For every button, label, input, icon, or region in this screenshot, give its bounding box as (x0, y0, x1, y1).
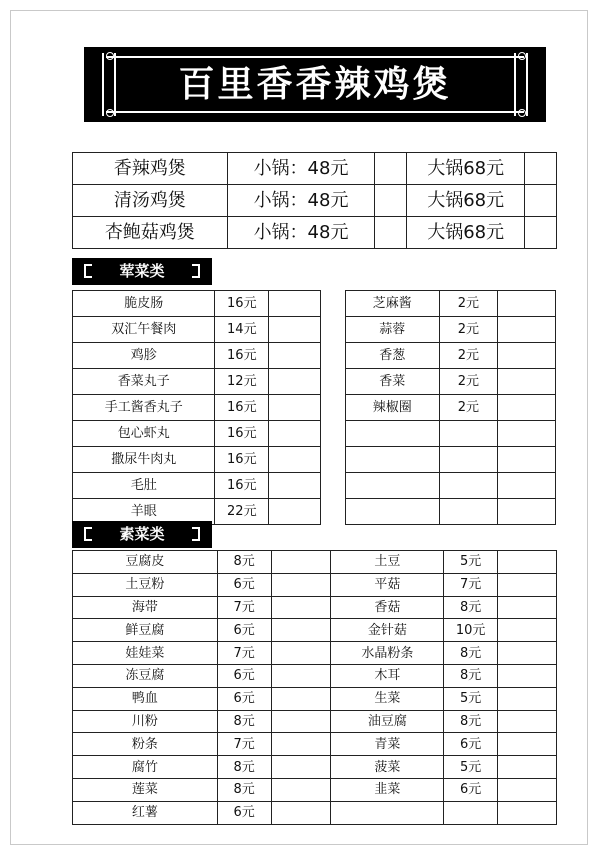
blank-cell (498, 343, 556, 369)
item-name: 辣椒圈 (346, 395, 440, 421)
item-price: 16元 (215, 473, 269, 499)
item-name: 木耳 (331, 664, 444, 687)
table-row (73, 317, 321, 343)
item-name: 鲜豆腐 (73, 619, 218, 642)
blank-cell (271, 710, 331, 733)
item-price: 2元 (439, 317, 498, 343)
table-row (73, 801, 557, 824)
veg-section-label (72, 521, 212, 548)
item-price: 7元 (217, 733, 271, 756)
table-row (73, 778, 557, 801)
item-price (439, 499, 498, 525)
table-row (73, 551, 557, 574)
item-price: 2元 (439, 395, 498, 421)
page-title: 百里香香辣鸡煲 (178, 64, 452, 105)
table-row (73, 710, 557, 733)
blank-cell (271, 596, 331, 619)
item-price: 8元 (444, 710, 498, 733)
table-row (73, 369, 321, 395)
blank-cell (269, 447, 321, 473)
table-row (346, 447, 556, 473)
table-row (346, 317, 556, 343)
item-price: 22元 (215, 499, 269, 525)
table-row (346, 343, 556, 369)
blank-cell (271, 687, 331, 710)
item-price: 8元 (217, 551, 271, 574)
blank-cell (269, 317, 321, 343)
blank-cell (375, 185, 407, 217)
table-row (73, 664, 557, 687)
item-price: 16元 (215, 421, 269, 447)
item-price: 16元 (215, 447, 269, 473)
blank-cell (498, 573, 557, 596)
item-price: 6元 (217, 619, 271, 642)
item-name: 韭菜 (331, 778, 444, 801)
item-name: 金针菇 (331, 619, 444, 642)
item-price: 6元 (217, 573, 271, 596)
item-name: 平菇 (331, 573, 444, 596)
item-name: 菠菜 (331, 756, 444, 779)
item-name (346, 499, 440, 525)
table-row (73, 395, 321, 421)
blank-cell (269, 395, 321, 421)
item-price: 16元 (215, 343, 269, 369)
item-name: 青菜 (331, 733, 444, 756)
condiment-price-table (345, 290, 556, 525)
blank-cell (271, 642, 331, 665)
item-price: 2元 (439, 291, 498, 317)
pot-name: 杏鲍菇鸡煲 (73, 217, 228, 249)
table-row (73, 687, 557, 710)
table-row (346, 369, 556, 395)
item-name: 香菜丸子 (73, 369, 215, 395)
blank-cell (375, 217, 407, 249)
pot-large-price: 大锅68元 (407, 153, 525, 185)
table-row (73, 596, 557, 619)
item-name: 撒尿牛肉丸 (73, 447, 215, 473)
item-price: 8元 (444, 642, 498, 665)
blank-cell (269, 369, 321, 395)
blank-cell (498, 473, 556, 499)
blank-cell (498, 664, 557, 687)
table-row (73, 642, 557, 665)
blank-cell (498, 395, 556, 421)
item-price: 7元 (217, 596, 271, 619)
item-price: 6元 (217, 664, 271, 687)
item-name: 粉条 (73, 733, 218, 756)
item-price: 8元 (444, 596, 498, 619)
table-row (346, 421, 556, 447)
table-row (73, 185, 557, 217)
blank-cell (271, 551, 331, 574)
blank-cell (271, 619, 331, 642)
blank-cell (269, 343, 321, 369)
table-row (73, 343, 321, 369)
blank-cell (269, 499, 321, 525)
item-name: 鸭血 (73, 687, 218, 710)
item-name: 香葱 (346, 343, 440, 369)
blank-cell (498, 733, 557, 756)
blank-cell (498, 778, 557, 801)
blank-cell (498, 421, 556, 447)
blank-cell (269, 473, 321, 499)
table-row (73, 291, 321, 317)
item-name: 蒜蓉 (346, 317, 440, 343)
item-price: 8元 (217, 778, 271, 801)
title-banner (84, 47, 546, 122)
table-row (73, 217, 557, 249)
blank-cell (525, 217, 557, 249)
blank-cell (525, 185, 557, 217)
pot-name: 清汤鸡煲 (73, 185, 228, 217)
bracket-left (84, 264, 92, 278)
blank-cell (271, 756, 331, 779)
table-row (73, 473, 321, 499)
item-price: 5元 (444, 551, 498, 574)
item-price: 8元 (217, 710, 271, 733)
pot-name: 香辣鸡煲 (73, 153, 228, 185)
item-name: 豆腐皮 (73, 551, 218, 574)
item-name: 芝麻酱 (346, 291, 440, 317)
item-price: 7元 (444, 573, 498, 596)
item-name: 香菇 (331, 596, 444, 619)
item-price: 8元 (217, 756, 271, 779)
item-name: 娃娃菜 (73, 642, 218, 665)
table-row (346, 395, 556, 421)
item-price: 5元 (444, 687, 498, 710)
item-price (439, 473, 498, 499)
item-name: 腐竹 (73, 756, 218, 779)
blank-cell (498, 551, 557, 574)
table-row (73, 421, 321, 447)
item-name (331, 801, 444, 824)
item-price (439, 447, 498, 473)
blank-cell (271, 778, 331, 801)
blank-cell (498, 710, 557, 733)
bracket-left (84, 527, 92, 541)
blank-cell (375, 153, 407, 185)
item-price: 16元 (215, 291, 269, 317)
table-row (73, 447, 321, 473)
item-price: 6元 (444, 733, 498, 756)
pot-large-price: 大锅68元 (407, 185, 525, 217)
blank-cell (498, 687, 557, 710)
blank-cell (269, 291, 321, 317)
pot-small-price: 小锅：48元 (227, 217, 375, 249)
item-name: 水晶粉条 (331, 642, 444, 665)
blank-cell (498, 369, 556, 395)
table-row (73, 756, 557, 779)
item-name: 海带 (73, 596, 218, 619)
pot-price-table (72, 152, 557, 249)
blank-cell (271, 733, 331, 756)
table-row (73, 619, 557, 642)
item-price: 14元 (215, 317, 269, 343)
item-price: 7元 (217, 642, 271, 665)
item-name (346, 421, 440, 447)
item-name: 红薯 (73, 801, 218, 824)
meat-section-label (72, 258, 212, 285)
blank-cell (498, 447, 556, 473)
item-name: 羊眼 (73, 499, 215, 525)
item-name: 莲菜 (73, 778, 218, 801)
item-name: 川粉 (73, 710, 218, 733)
item-price (439, 421, 498, 447)
meat-price-table (72, 290, 321, 525)
pot-small-price: 小锅：48元 (227, 185, 375, 217)
item-price: 16元 (215, 395, 269, 421)
blank-cell (271, 664, 331, 687)
blank-cell (271, 573, 331, 596)
item-price: 2元 (439, 369, 498, 395)
item-name: 双汇午餐肉 (73, 317, 215, 343)
table-row (73, 153, 557, 185)
item-price: 10元 (444, 619, 498, 642)
item-name: 土豆粉 (73, 573, 218, 596)
meat-section-title: 荤菜类 (119, 262, 165, 280)
item-name: 香菜 (346, 369, 440, 395)
table-row (73, 733, 557, 756)
table-row (73, 573, 557, 596)
item-name: 油豆腐 (331, 710, 444, 733)
item-name: 脆皮肠 (73, 291, 215, 317)
item-name: 手工酱香丸子 (73, 395, 215, 421)
blank-cell (498, 499, 556, 525)
blank-cell (498, 619, 557, 642)
blank-cell (498, 642, 557, 665)
blank-cell (269, 421, 321, 447)
bracket-right (192, 527, 200, 541)
bracket-right (192, 264, 200, 278)
table-row (346, 499, 556, 525)
item-price: 12元 (215, 369, 269, 395)
item-price: 8元 (444, 664, 498, 687)
item-name: 冻豆腐 (73, 664, 218, 687)
item-name: 生菜 (331, 687, 444, 710)
blank-cell (498, 596, 557, 619)
blank-cell (498, 317, 556, 343)
item-name: 毛肚 (73, 473, 215, 499)
veg-section-title: 素菜类 (119, 525, 165, 543)
table-row (346, 291, 556, 317)
pot-small-price: 小锅：48元 (227, 153, 375, 185)
blank-cell (498, 756, 557, 779)
item-name (346, 473, 440, 499)
table-row (346, 473, 556, 499)
item-price: 2元 (439, 343, 498, 369)
item-price: 6元 (217, 801, 271, 824)
item-name: 鸡胗 (73, 343, 215, 369)
item-price (444, 801, 498, 824)
veg-price-table (72, 550, 557, 825)
item-price: 5元 (444, 756, 498, 779)
blank-cell (525, 153, 557, 185)
blank-cell (271, 801, 331, 824)
item-price: 6元 (217, 687, 271, 710)
pot-large-price: 大锅68元 (407, 217, 525, 249)
blank-cell (498, 801, 557, 824)
item-price: 6元 (444, 778, 498, 801)
blank-cell (498, 291, 556, 317)
item-name (346, 447, 440, 473)
item-name: 包心虾丸 (73, 421, 215, 447)
item-name: 土豆 (331, 551, 444, 574)
